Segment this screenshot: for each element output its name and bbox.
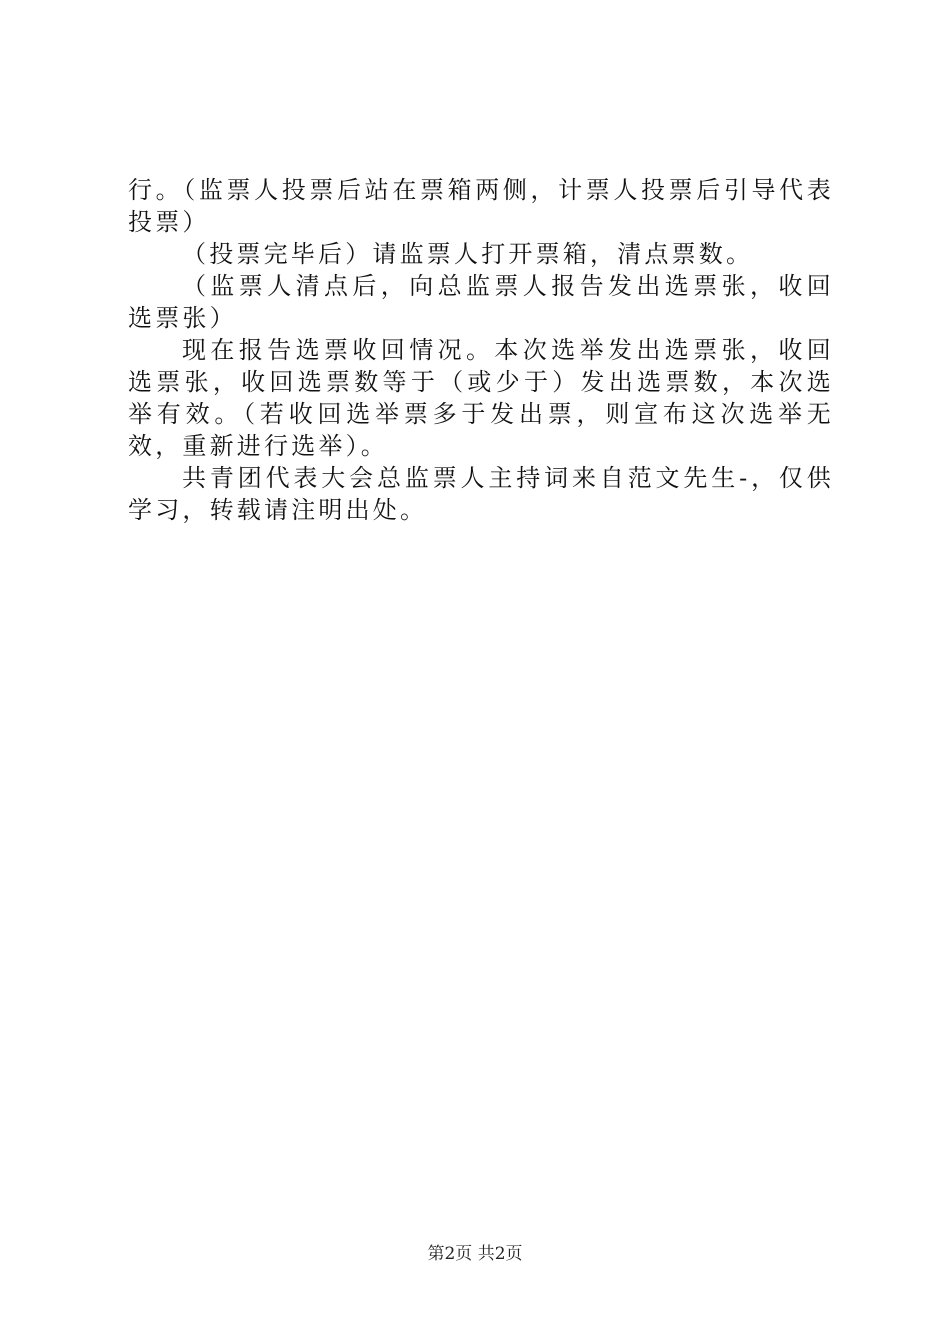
paragraph-1: 行。（监票人投票后站在票箱两侧，计票人投票后引导代表投票）	[128, 176, 834, 236]
page-footer: 第2页 共2页	[427, 1244, 523, 1264]
paragraph-4: 现在报告选票收回情况。本次选举发出选票张，收回选票张，收回选票数等于（或少于）发出选票数，本次选举有效。（若收回选举票多于发出票，则宣布这次选举无效，重新进行选举）。	[128, 336, 834, 460]
paragraph-2: （投票完毕后）请监票人打开票箱，清点票数。	[182, 240, 754, 268]
paragraph-3: （监票人清点后，向总监票人报告发出选票张，收回选票张）	[128, 272, 834, 332]
paragraph-5: 共青团代表大会总监票人主持词来自范文先生-，仅供学习，转载请注明出处。	[128, 464, 834, 524]
document-body	[128, 174, 834, 526]
